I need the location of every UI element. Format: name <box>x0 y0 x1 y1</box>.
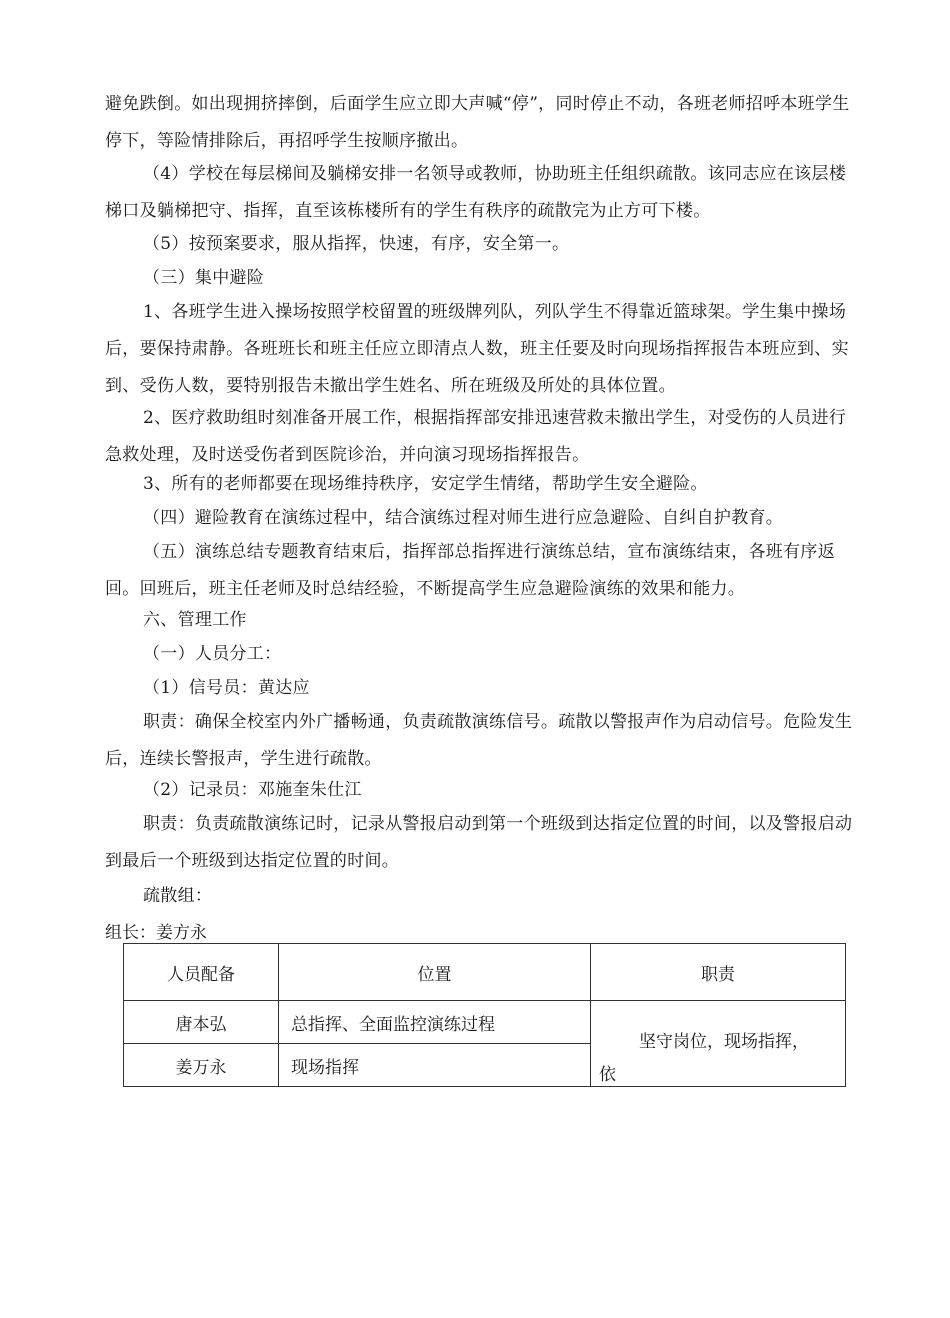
header-position: 位置 <box>279 944 591 1001</box>
cell-position: 总指挥、全面监控演练过程 <box>279 1001 591 1044</box>
paragraph-recorder-duty: 职责：负责疏散演练记时，记录从警报启动到第一个班级到达指定位置的时间，以及警报启动到最后一个班级到达指定位置的时间。 <box>105 814 853 871</box>
duty-text-line2: 依 <box>599 1065 616 1085</box>
paragraph-item-4: （4）学校在每层梯间及躺梯安排一名领导或教师，协助班主任组织疏散。该同志应在该层楼梯口及躺梯把守、指挥，直至该栋楼所有的学生有秩序的疏散完为止方可下楼。 <box>105 164 847 221</box>
header-duty: 职责 <box>591 944 846 1001</box>
paragraph-section-4: （四）避险教育在演练过程中，结合演练过程对师生进行应急避险、自纠自护教育。 <box>143 508 784 528</box>
heading-management: 六、管理工作 <box>143 610 247 630</box>
cell-name: 唐本弘 <box>124 1001 279 1044</box>
paragraph-item-5: （5）按预案要求，服从指挥，快速，有序，安全第一。 <box>143 234 570 254</box>
heading-staff-division: （一）人员分工： <box>143 644 282 664</box>
paragraph-refuge-1: 1、各班学生进入操场按照学校留置的班级牌列队，列队学生不得靠近篮球架。学生集中操场后，要保持肃静。各班班长和班主任应立即清点人数，班主任要及时向现场指挥报告本班应到、实到、受伤人数，要特别报告未撤出学生姓名、所在班级及所处的具体位置。 <box>105 302 849 396</box>
paragraph-signaler: （1）信号员：黄达应 <box>143 678 310 698</box>
duty-text-line1: 坚守岗位，现场指挥， <box>639 1032 809 1052</box>
table-row <box>124 1001 846 1044</box>
paragraph-signaler-duty: 职责：确保全校室内外广播畅通，负责疏散演练信号。疏散以警报声作为启动信号。危险发生后，连续长警报声，学生进行疏散。 <box>105 712 853 769</box>
table-header-row <box>124 944 846 1001</box>
heading-centralized-refuge: （三）集中避险 <box>143 268 265 288</box>
paragraph-section-5: （五）演练总结专题教育结束后，指挥部总指挥进行演练总结，宣布演练结束，各班有序返回。回班后，班主任老师及时总结经验，不断提高学生应急避险演练的效果和能力。 <box>105 542 835 599</box>
paragraph-refuge-2: 2、医疗救助组时刻准备开展工作，根据指挥部安排迅速营救未撤出学生，对受伤的人员进行急救处理，及时送受伤者到医院诊治，并向演习现场指挥报告。 <box>105 408 847 465</box>
paragraph-recorder: （2）记录员：邓施奎朱仕江 <box>143 780 362 800</box>
header-personnel: 人员配备 <box>124 944 279 1001</box>
group-leader: 组长：姜方永 <box>105 923 207 943</box>
heading-evacuation-group: 疏散组： <box>143 886 213 906</box>
staff-table <box>123 943 846 1087</box>
cell-position: 现场指挥 <box>279 1044 591 1087</box>
cell-name: 姜万永 <box>124 1044 279 1087</box>
paragraph-avoid-falling: 避免跌倒。如出现拥挤摔倒，后面学生应立即大声喊“停”，同时停止不动，各班老师招呼本班学生停下，等险情排除后，再招呼学生按顺序撤出。 <box>105 94 850 151</box>
cell-duty <box>591 1001 846 1087</box>
paragraph-refuge-3: 3、所有的老师都要在现场维持秩序，安定学生情绪，帮助学生安全避险。 <box>143 474 708 494</box>
